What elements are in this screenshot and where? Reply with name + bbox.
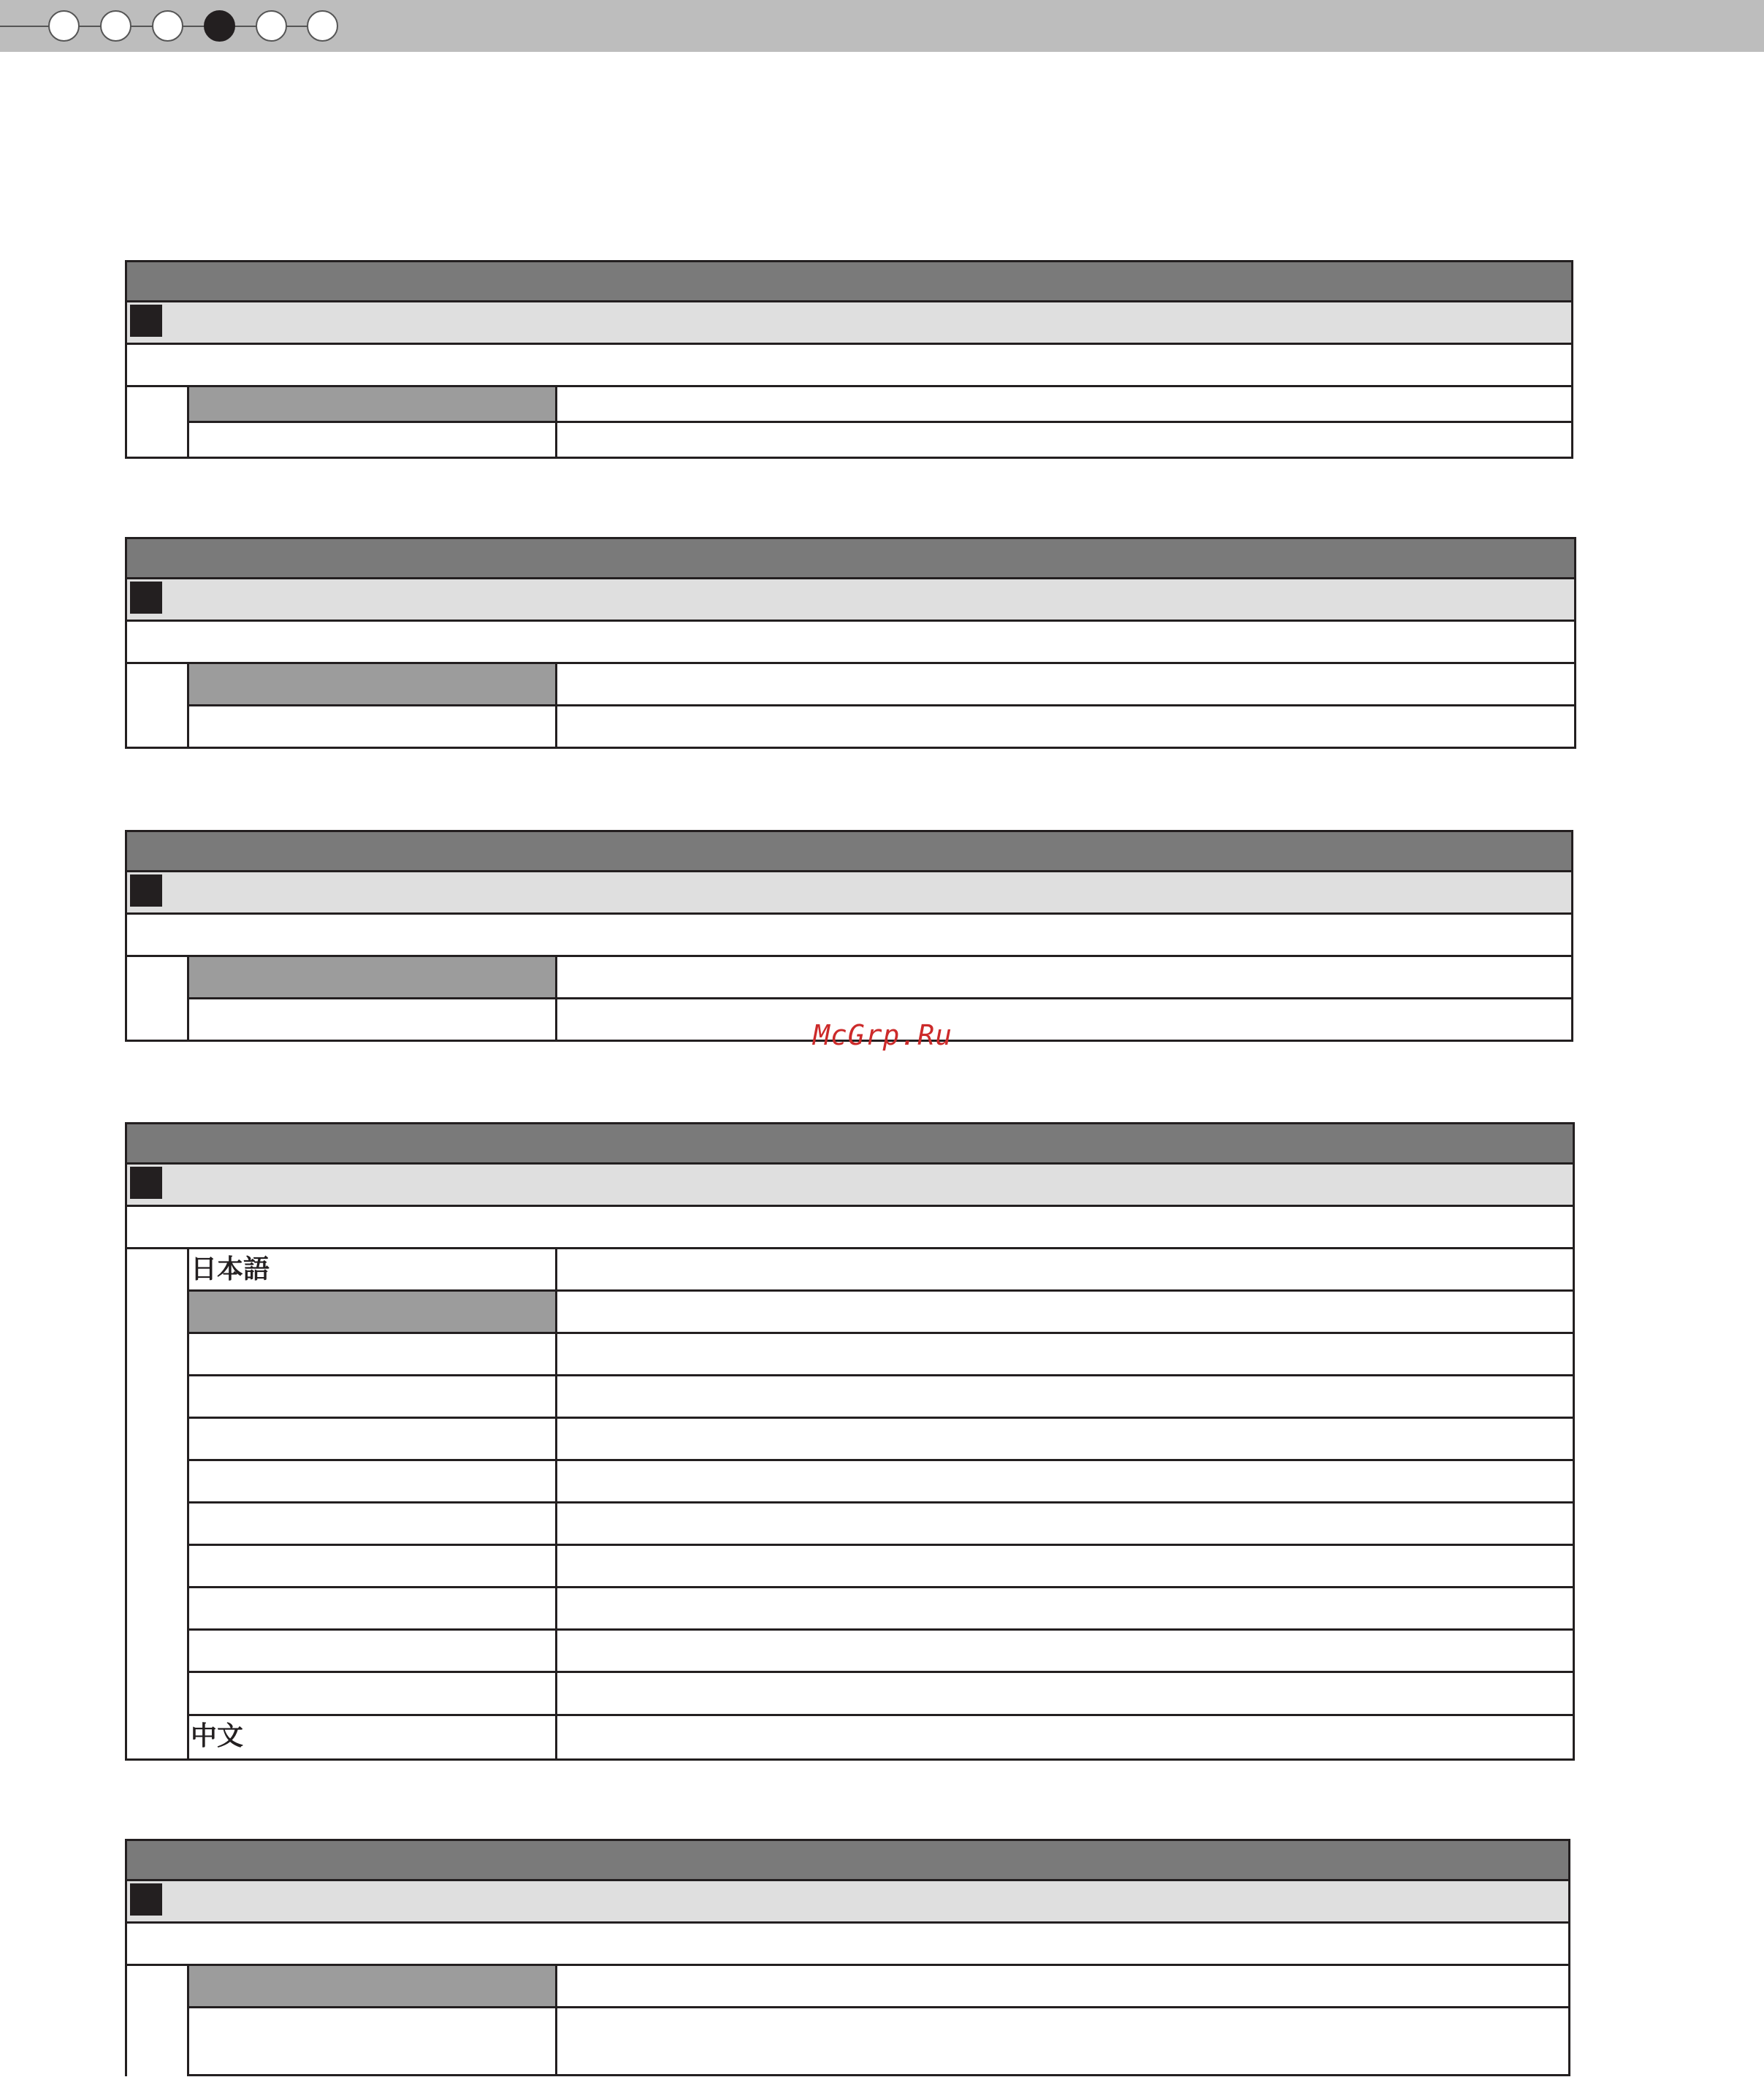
language-label xyxy=(189,1673,557,1714)
section-header-bar xyxy=(125,1122,1575,1165)
table-row[interactable] xyxy=(189,423,1571,457)
option-label xyxy=(189,957,557,997)
language-row[interactable] xyxy=(189,1546,1573,1588)
language-description xyxy=(557,1546,1573,1586)
table-row[interactable] xyxy=(189,1966,1568,2008)
option-description xyxy=(557,387,1571,421)
section-description-row xyxy=(125,345,1573,387)
option-description xyxy=(557,957,1571,997)
section-subheader xyxy=(125,1165,1575,1207)
option-description xyxy=(557,1966,1568,2006)
option-label xyxy=(189,1966,557,2006)
section-description-row xyxy=(125,1207,1575,1249)
language-description xyxy=(557,1673,1573,1714)
indent-column xyxy=(127,664,189,747)
language-label xyxy=(189,1376,557,1417)
language-row[interactable] xyxy=(189,1504,1573,1546)
table-row[interactable] xyxy=(189,664,1574,706)
table-row[interactable] xyxy=(189,2008,1568,2076)
bullet-square-icon xyxy=(130,305,162,337)
top-bar xyxy=(0,0,1764,52)
language-label xyxy=(189,1546,557,1586)
indent-column xyxy=(127,1966,189,2076)
option-label xyxy=(189,387,557,421)
language-description xyxy=(557,1504,1573,1544)
section-table xyxy=(125,1966,1570,2076)
bullet-square-icon xyxy=(130,1167,162,1199)
language-row[interactable] xyxy=(189,1419,1573,1461)
step-dot-1 xyxy=(48,10,80,42)
settings-section-2 xyxy=(125,537,1576,749)
language-label xyxy=(189,1588,557,1628)
option-label xyxy=(189,706,557,747)
language-row[interactable] xyxy=(189,1249,1573,1292)
bullet-square-icon xyxy=(130,1883,162,1916)
watermark-text: McGrp.Ru xyxy=(813,1019,953,1051)
language-label xyxy=(189,1461,557,1501)
indent-column xyxy=(127,387,189,457)
section-header-bar xyxy=(125,260,1573,302)
language-row[interactable] xyxy=(189,1292,1573,1334)
section-subheader xyxy=(125,872,1573,915)
section-table xyxy=(125,664,1576,749)
step-dot-4-active xyxy=(204,10,235,42)
settings-section-1 xyxy=(125,260,1573,459)
language-description xyxy=(557,1716,1573,1758)
language-row[interactable] xyxy=(189,1376,1573,1419)
settings-section-5 xyxy=(125,1839,1570,2076)
indent-column xyxy=(127,1249,189,1758)
option-label xyxy=(189,423,557,457)
section-header-bar xyxy=(125,1839,1570,1881)
step-dot-3 xyxy=(152,10,183,42)
language-description xyxy=(557,1461,1573,1501)
option-description xyxy=(557,423,1571,457)
option-label xyxy=(189,999,557,1040)
option-description xyxy=(557,664,1574,704)
language-description xyxy=(557,1419,1573,1459)
option-description xyxy=(557,706,1574,747)
section-description-row xyxy=(125,915,1573,957)
section-header-bar xyxy=(125,537,1576,579)
section-table xyxy=(125,387,1573,459)
step-dot-5 xyxy=(256,10,287,42)
section-subheader xyxy=(125,1881,1570,1924)
language-label xyxy=(189,1631,557,1671)
language-description xyxy=(557,1249,1573,1289)
option-label xyxy=(189,664,557,704)
language-label xyxy=(189,1419,557,1459)
language-label: 中文 xyxy=(189,1716,557,1758)
table-row[interactable] xyxy=(189,957,1571,999)
section-description-row xyxy=(125,622,1576,664)
language-description xyxy=(557,1334,1573,1374)
language-row[interactable] xyxy=(189,1716,1573,1758)
language-label: 日本語 xyxy=(189,1249,557,1289)
language-description xyxy=(557,1631,1573,1671)
language-label xyxy=(189,1292,557,1332)
step-dot-2 xyxy=(100,10,131,42)
section-subheader xyxy=(125,302,1573,345)
option-description xyxy=(557,2008,1568,2074)
bullet-square-icon xyxy=(130,582,162,614)
step-dot-6 xyxy=(307,10,338,42)
table-row[interactable] xyxy=(189,706,1574,747)
language-row[interactable] xyxy=(189,1588,1573,1631)
option-label xyxy=(189,2008,557,2074)
indent-column xyxy=(127,957,189,1040)
section-header-bar xyxy=(125,830,1573,872)
settings-section-3 xyxy=(125,830,1573,1042)
section-table xyxy=(125,1249,1575,1761)
section-subheader xyxy=(125,579,1576,622)
section-description-row xyxy=(125,1924,1570,1966)
table-row[interactable] xyxy=(189,387,1571,423)
language-label xyxy=(189,1334,557,1374)
language-row[interactable] xyxy=(189,1334,1573,1376)
language-description xyxy=(557,1376,1573,1417)
language-row[interactable] xyxy=(189,1461,1573,1504)
language-description xyxy=(557,1588,1573,1628)
language-description xyxy=(557,1292,1573,1332)
option-description xyxy=(557,999,1571,1040)
settings-section-language xyxy=(125,1122,1575,1761)
language-label xyxy=(189,1504,557,1544)
language-row[interactable] xyxy=(189,1673,1573,1716)
language-row[interactable] xyxy=(189,1631,1573,1673)
bullet-square-icon xyxy=(130,874,162,907)
